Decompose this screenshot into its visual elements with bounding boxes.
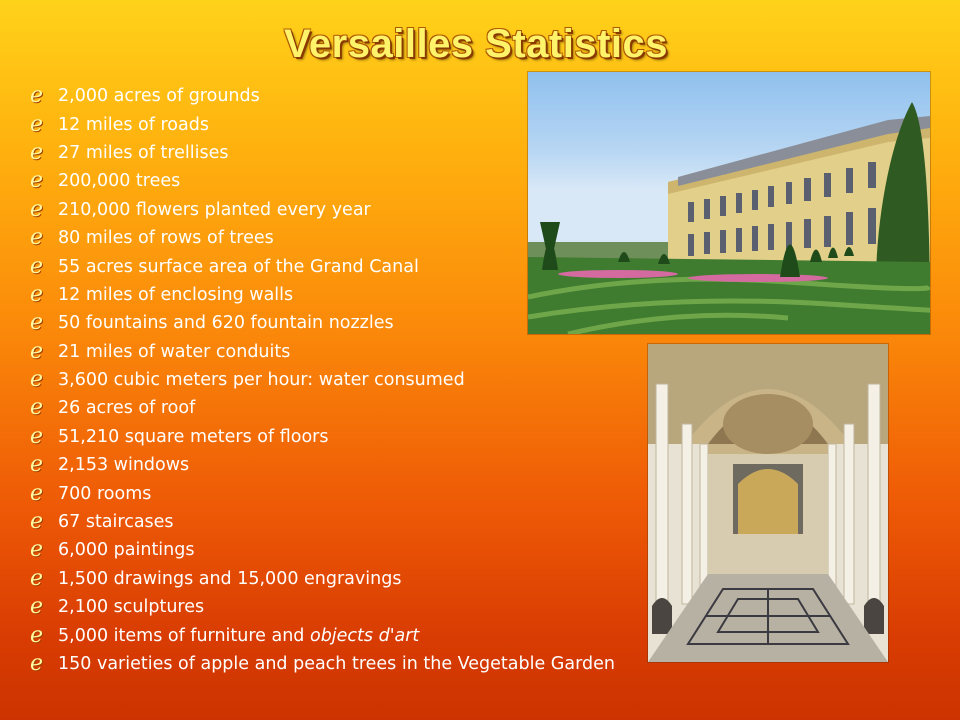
statistic-text-italic: objects d'art	[309, 625, 420, 646]
statistic-text: 700 rooms	[58, 483, 152, 504]
statistic-item	[30, 338, 615, 366]
bullet-icon: e	[30, 509, 44, 535]
bullet-icon: e	[30, 452, 44, 478]
statistic-item	[30, 451, 615, 479]
statistic-text: 2,000 acres of grounds	[58, 86, 260, 107]
bullet-icon: e	[30, 338, 44, 364]
bullet-icon: e	[30, 225, 44, 251]
statistic-text: 210,000 flowers planted every year	[58, 199, 371, 220]
statistic-text: 21 miles of water conduits	[58, 341, 291, 362]
statistic-text: 6,000 paintings	[58, 540, 195, 561]
statistic-item	[30, 423, 615, 451]
bullet-icon: e	[30, 196, 44, 222]
bullet-icon: e	[30, 622, 44, 648]
statistic-item	[30, 508, 615, 536]
bullet-icon: e	[30, 651, 44, 676]
palace-exterior-photo	[528, 72, 930, 334]
bullet-icon: e	[30, 83, 44, 109]
statistic-item	[30, 394, 615, 422]
slide-title: Versailles Statistics	[283, 22, 669, 66]
statistic-text: 5,000 items of furniture and	[58, 625, 310, 646]
chapel-interior-photo	[648, 344, 888, 662]
bullet-icon: e	[30, 367, 44, 393]
bullet-icon: e	[30, 395, 44, 421]
bullet-icon: e	[30, 253, 44, 279]
bullet-icon: e	[30, 310, 44, 336]
bullet-icon: e	[30, 111, 44, 137]
bullet-icon: e	[30, 168, 44, 194]
statistic-item	[30, 479, 615, 507]
statistic-text: 27 miles of trellises	[58, 142, 229, 163]
statistic-item	[30, 593, 615, 621]
bullet-icon: e	[30, 423, 44, 449]
statistic-text: 200,000 trees	[58, 171, 181, 192]
bullet-icon: e	[30, 480, 44, 506]
statistic-text: 26 acres of roof	[58, 398, 196, 419]
bullet-icon: e	[30, 594, 44, 620]
statistic-item	[30, 366, 615, 394]
statistic-item	[30, 621, 615, 649]
statistic-text: 51,210 square meters of floors	[58, 426, 329, 447]
statistic-text: 1,500 drawings and 15,000 engravings	[58, 568, 402, 589]
bullet-icon: e	[30, 139, 44, 165]
statistic-text: 150 varieties of apple and peach trees in the Vegetable Garden	[58, 654, 615, 674]
statistic-text: 2,153 windows	[58, 455, 190, 476]
statistic-text: 3,600 cubic meters per hour: water consumed	[58, 370, 465, 391]
statistic-text: 12 miles of roads	[58, 114, 209, 135]
statistic-item	[30, 536, 615, 564]
statistic-item	[30, 650, 615, 678]
bullet-icon: e	[30, 281, 44, 307]
statistic-text: 67 staircases	[58, 512, 174, 533]
bullet-icon: e	[30, 537, 44, 563]
statistic-text: 50 fountains and 620 fountain nozzles	[58, 313, 394, 334]
statistic-text: 12 miles of enclosing walls	[58, 284, 294, 305]
bullet-icon: e	[30, 565, 44, 591]
statistic-text: 55 acres surface area of the Grand Canal	[58, 256, 419, 277]
statistic-item	[30, 565, 615, 593]
statistic-text: 2,100 sculptures	[58, 597, 205, 618]
statistic-text: 80 miles of rows of trees	[58, 228, 274, 249]
